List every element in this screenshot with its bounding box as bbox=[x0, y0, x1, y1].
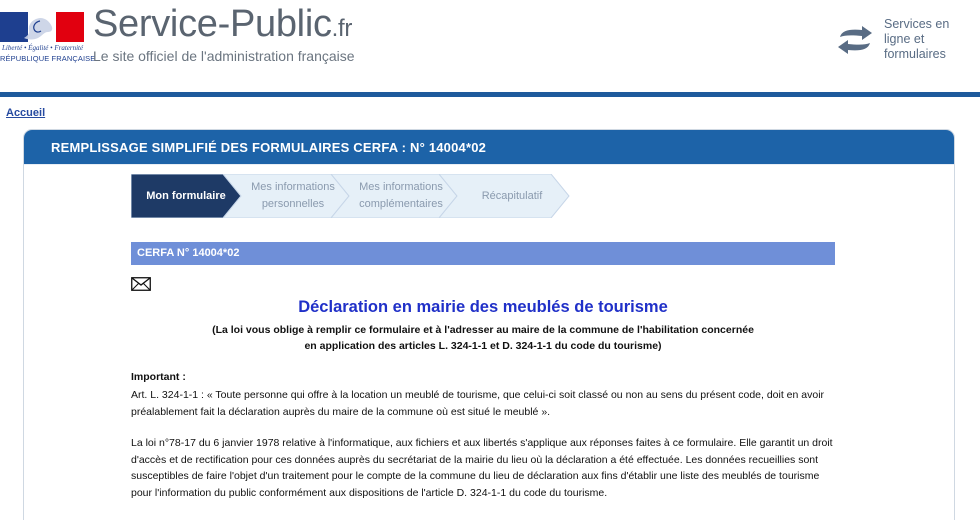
step-label: Récapitulatif bbox=[481, 189, 543, 202]
step-recapitulatif[interactable] bbox=[439, 174, 569, 218]
step-label: Mes informations bbox=[359, 181, 443, 193]
cerfa-number-bar bbox=[131, 242, 835, 265]
services-label: Services en ligne et formulaires bbox=[884, 17, 950, 61]
swap-arrows-icon bbox=[836, 24, 874, 56]
panel-header bbox=[24, 130, 954, 165]
envelope-icon[interactable] bbox=[131, 277, 151, 296]
republique-francaise-logo[interactable] bbox=[0, 12, 96, 68]
panel-title: REMPLISSAGE SIMPLIFIÉ DES FORMULAIRES CERFA : N° 14004*02 bbox=[51, 140, 487, 155]
subtitle-line: en application des articles L. 324-1-1 et D. 324-1-1 du code du tourisme) bbox=[304, 340, 662, 352]
marianne-flag-icon bbox=[0, 12, 84, 42]
declaration-subtitle bbox=[131, 322, 835, 354]
motto: Liberté • Égalité • Fraternité bbox=[2, 44, 84, 52]
breadcrumb-home-link[interactable]: Accueil bbox=[6, 107, 46, 119]
republique-label: RÉPUBLIQUE FRANÇAISE bbox=[0, 54, 96, 63]
site-tagline: Le site officiel de l'administration française bbox=[93, 48, 355, 64]
form-steps bbox=[131, 174, 571, 218]
site-header bbox=[0, 0, 980, 92]
legal-paragraph-2: La loi n°78-17 du 6 janvier 1978 relative à l'informatique, aux fichiers et aux libertés s'applique aux réponses faites à ce formulaire. Elle garantit un droit d'accès et de rectification pour ces données auprès du secrétariat de la mairie du lieu où la déclaration a été effectuée. Les données recueillies sont susceptibles de faire l'objet d'un traitement pour le compte de la commune du lieu de déclaration aux fins d'établir une liste des meublés de tourisme pour l'information du public conformément aux dispositions de l'article D. 324-1-1 du code du tourisme. bbox=[131, 437, 833, 499]
header-divider bbox=[0, 92, 980, 97]
site-title[interactable]: Service-Public.fr bbox=[93, 3, 353, 45]
subtitle-line: (La loi vous oblige à remplir ce formulaire et à l'adresser au maire de la commune de l'habilitation concernée bbox=[212, 324, 754, 336]
step-label: personnelles bbox=[261, 198, 325, 210]
cerfa-label: CERFA N° 14004*02 bbox=[137, 247, 240, 259]
services-link[interactable] bbox=[836, 16, 976, 66]
step-label: Mon formulaire bbox=[146, 189, 226, 202]
declaration-title: Déclaration en mairie des meublés de tourisme bbox=[298, 298, 668, 316]
step-label: Mes informations bbox=[251, 181, 335, 193]
step-label: complémentaires bbox=[359, 198, 443, 210]
important-label: Important : bbox=[131, 371, 186, 383]
legal-paragraph-1: Art. L. 324-1-1 : « Toute personne qui offre à la location un meublé de tourisme, que celui-ci soit classé ou non au sens du présent code, doit en avoir préalablement fait la déclaration auprès du maire de la commune où est situé le meublé ». bbox=[131, 389, 825, 418]
